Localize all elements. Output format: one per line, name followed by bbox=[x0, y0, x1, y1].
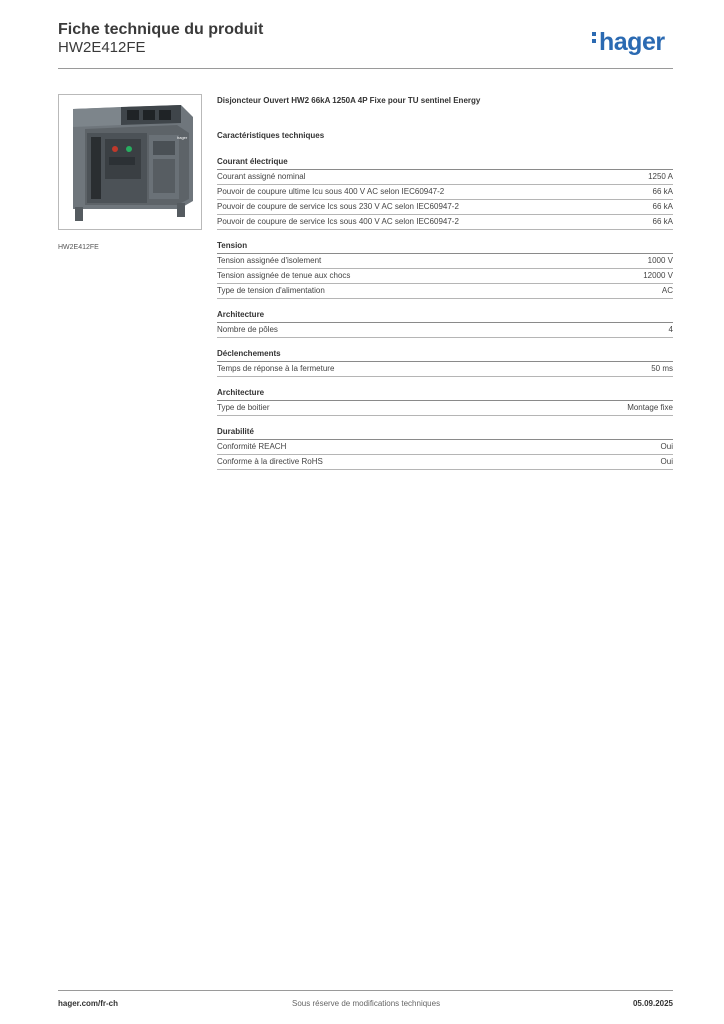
spec-value: Montage fixe bbox=[627, 403, 673, 412]
section-title: Déclenchements bbox=[217, 348, 673, 362]
spec-value: 66 kA bbox=[652, 202, 673, 211]
spec-row bbox=[217, 269, 673, 284]
spec-value: Oui bbox=[660, 457, 673, 466]
spec-row bbox=[217, 215, 673, 230]
product-reference: HW2E412FE bbox=[58, 39, 146, 56]
spec-value: AC bbox=[661, 286, 673, 295]
spec-value: 4 bbox=[668, 325, 673, 334]
spec-value: 50 ms bbox=[651, 364, 673, 373]
spec-row bbox=[217, 362, 673, 377]
spec-row bbox=[217, 284, 673, 299]
footer-notice: Sous réserve de modifications techniques bbox=[292, 999, 441, 1008]
spec-row bbox=[217, 323, 673, 338]
spec-row bbox=[217, 254, 673, 269]
spec-label: Temps de réponse à la fermeture bbox=[217, 364, 335, 373]
spec-label: Pouvoir de coupure de service Ics sous 400 V AC selon IEC60947-2 bbox=[217, 217, 459, 226]
hager-logo bbox=[592, 27, 665, 57]
spec-label: Tension assignée de tenue aux chocs bbox=[217, 271, 351, 280]
footer-website: hager.com/fr-ch bbox=[58, 999, 119, 1008]
spec-section bbox=[217, 387, 673, 416]
section-title: Architecture bbox=[217, 387, 673, 401]
spec-row bbox=[217, 185, 673, 200]
spec-label: Conformité REACH bbox=[217, 442, 287, 451]
product-image bbox=[58, 94, 202, 230]
spec-row bbox=[217, 440, 673, 455]
logo-dots-icon bbox=[592, 29, 597, 46]
spec-label: Conforme à la directive RoHS bbox=[217, 457, 323, 466]
spec-section bbox=[217, 156, 673, 230]
spec-row bbox=[217, 455, 673, 470]
section-title: Architecture bbox=[217, 309, 673, 323]
product-description: Disjoncteur Ouvert HW2 66kA 1250A 4P Fixe pour TU sentinel Energy bbox=[217, 96, 481, 105]
spec-content bbox=[217, 95, 673, 470]
spec-label: Courant assigné nominal bbox=[217, 172, 306, 181]
spec-label: Pouvoir de coupure de service Ics sous 230 V AC selon IEC60947-2 bbox=[217, 202, 459, 211]
spec-row bbox=[217, 200, 673, 215]
spec-value: 66 kA bbox=[652, 217, 673, 226]
spec-label: Nombre de pôles bbox=[217, 325, 278, 334]
footer-divider bbox=[58, 990, 673, 991]
spec-value: 1000 V bbox=[647, 256, 673, 265]
section-title: Courant électrique bbox=[217, 156, 673, 170]
tech-heading: Caractéristiques techniques bbox=[217, 131, 325, 140]
footer-date: 05.09.2025 bbox=[632, 999, 673, 1008]
spec-label: Type de tension d'alimentation bbox=[217, 286, 325, 295]
spec-value: 66 kA bbox=[652, 187, 673, 196]
spec-section bbox=[217, 309, 673, 338]
spec-row bbox=[217, 170, 673, 185]
spec-row bbox=[217, 401, 673, 416]
logo-text: hager bbox=[599, 28, 665, 56]
image-caption: HW2E412FE bbox=[58, 244, 99, 251]
spec-label: Type de boitier bbox=[217, 403, 270, 412]
header-divider bbox=[58, 68, 673, 69]
section-title: Tension bbox=[217, 240, 673, 254]
spec-section bbox=[217, 240, 673, 299]
spec-section bbox=[217, 348, 673, 377]
spec-label: Pouvoir de coupure ultime Icu sous 400 V AC selon IEC60947-2 bbox=[217, 187, 445, 196]
page-title: Fiche technique du produit bbox=[58, 21, 264, 38]
spec-sections bbox=[217, 156, 673, 470]
svg-text:hager: hager bbox=[177, 135, 188, 140]
spec-value: 12000 V bbox=[643, 271, 673, 280]
spec-value: Oui bbox=[660, 442, 673, 451]
spec-label: Tension assignée d'isolement bbox=[217, 256, 322, 265]
section-title: Durabilité bbox=[217, 426, 673, 440]
spec-value: 1250 A bbox=[648, 172, 673, 181]
spec-section bbox=[217, 426, 673, 470]
circuit-breaker-illustration bbox=[59, 95, 201, 229]
